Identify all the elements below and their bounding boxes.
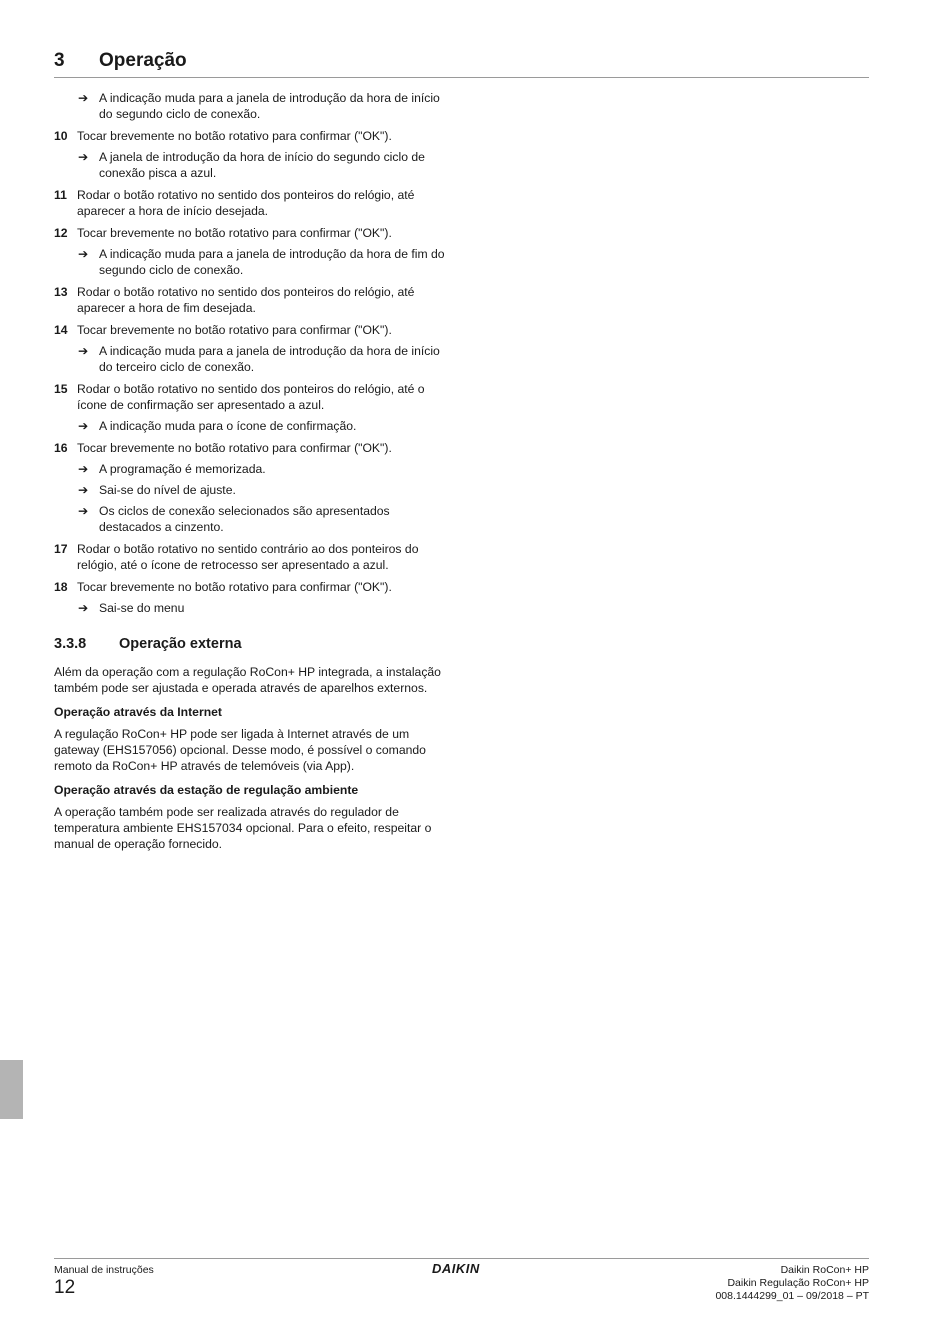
result-item <box>54 461 446 477</box>
step-item <box>54 381 446 413</box>
page-number: 12 <box>54 1277 76 1298</box>
result-item <box>54 503 446 535</box>
step-number: 10 <box>54 129 68 143</box>
section-intro: Além da operação com a regulação RoCon+ HP integrada, a instalação também pode ser ajustada e operada através de aparelhos externos. <box>54 665 441 695</box>
section-title: Operação externa <box>119 636 242 652</box>
step-number: 15 <box>54 382 68 396</box>
step-item <box>54 128 446 144</box>
result-text: A indicação muda para a janela de introdução da hora de fim do segundo ciclo de conexão. <box>99 247 445 277</box>
arrow-icon: ➔ <box>78 601 89 615</box>
result-text: A janela de introdução da hora de início do segundo ciclo de conexão pisca a azul. <box>99 150 425 180</box>
result-text: A indicação muda para a janela de introdução da hora de início do terceiro ciclo de conexão. <box>99 344 440 374</box>
result-item <box>54 149 446 181</box>
step-item <box>54 579 446 595</box>
page-footer <box>54 1258 869 1305</box>
arrow-icon: ➔ <box>78 419 89 433</box>
arrow-icon: ➔ <box>78 247 89 261</box>
chapter-header <box>54 50 869 78</box>
result-item <box>54 343 446 375</box>
arrow-icon: ➔ <box>78 462 89 476</box>
section-heading <box>54 636 446 658</box>
step-text: Rodar o botão rotativo no sentido dos ponteiros do relógio, até aparecer a hora de início desejada. <box>77 188 415 218</box>
arrow-icon: ➔ <box>78 91 89 105</box>
footer-product-line: Daikin RoCon+ HP <box>780 1264 869 1276</box>
chapter-title: Operação <box>99 50 187 71</box>
step-item <box>54 541 446 573</box>
daikin-logo: DAIKIN <box>432 1261 480 1276</box>
step-text: Tocar brevemente no botão rotativo para confirmar ("OK"). <box>77 580 392 594</box>
main-content <box>54 90 446 852</box>
result-text: A indicação muda para o ícone de confirmação. <box>99 419 357 433</box>
result-text: Sai-se do menu <box>99 601 185 615</box>
arrow-icon: ➔ <box>78 344 89 358</box>
subsection-text-room-station: A operação também pode ser realizada através do regulador de temperatura ambiente EHS157034 opcional. Para o efeito, respeitar o manual de operação fornecido. <box>54 805 432 851</box>
step-number: 13 <box>54 285 68 299</box>
step-number: 17 <box>54 542 68 556</box>
result-item <box>54 246 446 278</box>
step-text: Tocar brevemente no botão rotativo para confirmar ("OK"). <box>77 323 392 337</box>
arrow-icon: ➔ <box>78 483 89 497</box>
step-item <box>54 225 446 241</box>
result-item <box>54 90 446 122</box>
step-number: 11 <box>54 188 67 202</box>
subsection-text-internet: A regulação RoCon+ HP pode ser ligada à Internet através de um gateway (EHS157056) opcional. Desse modo, é possível o comando remoto da RoCon+ HP através de telemóveis (via App). <box>54 727 426 773</box>
chapter-side-tab <box>0 1060 23 1119</box>
result-text: A programação é memorizada. <box>99 462 266 476</box>
step-list <box>54 128 446 616</box>
footer-document-code: 008.1444299_01 – 09/2018 – PT <box>715 1290 869 1302</box>
result-text: Os ciclos de conexão selecionados são apresentados destacados a cinzento. <box>99 504 390 534</box>
result-item <box>54 482 446 498</box>
result-text: A indicação muda para a janela de introdução da hora de início do segundo ciclo de conexão. <box>99 91 440 121</box>
footer-manual-label: Manual de instruções <box>54 1264 154 1276</box>
subsection-heading-internet: Operação através da Internet <box>54 705 222 719</box>
arrow-icon: ➔ <box>78 150 89 164</box>
step-text: Rodar o botão rotativo no sentido contrário ao dos ponteiros do relógio, até o ícone de retrocesso ser apresentado a azul. <box>77 542 419 572</box>
step-item <box>54 440 446 456</box>
footer-product-line: Daikin Regulação RoCon+ HP <box>727 1277 869 1289</box>
step-text: Tocar brevemente no botão rotativo para confirmar ("OK"). <box>77 441 392 455</box>
step-text: Tocar brevemente no botão rotativo para confirmar ("OK"). <box>77 129 392 143</box>
step-number: 16 <box>54 441 68 455</box>
step-item <box>54 187 446 219</box>
chapter-number: 3 <box>54 50 65 71</box>
step-text: Rodar o botão rotativo no sentido dos ponteiros do relógio, até aparecer a hora de fim desejada. <box>77 285 415 315</box>
step-item <box>54 322 446 338</box>
subsection-heading-room-station: Operação através da estação de regulação ambiente <box>54 783 359 797</box>
step-text: Rodar o botão rotativo no sentido dos ponteiros do relógio, até o ícone de confirmação ser apresentado a azul. <box>77 382 425 412</box>
arrow-icon: ➔ <box>78 504 89 518</box>
section-number: 3.3.8 <box>54 636 87 652</box>
step-number: 12 <box>54 226 68 240</box>
step-text: Tocar brevemente no botão rotativo para confirmar ("OK"). <box>77 226 392 240</box>
result-item <box>54 418 446 434</box>
result-item <box>54 600 446 616</box>
result-text: Sai-se do nível de ajuste. <box>99 483 236 497</box>
step-number: 18 <box>54 580 68 594</box>
step-item <box>54 284 446 316</box>
footer-document-info <box>715 1264 869 1303</box>
step-number: 14 <box>54 323 68 337</box>
